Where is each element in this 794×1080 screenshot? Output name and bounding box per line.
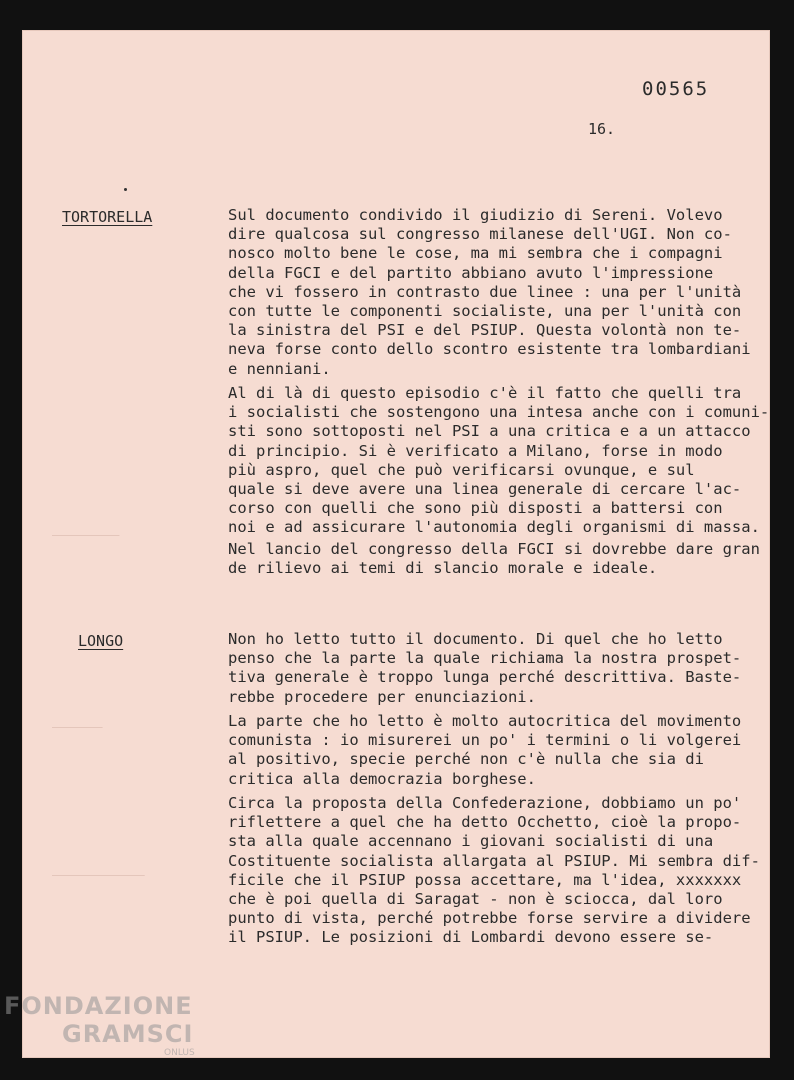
bleed-through-mark	[52, 522, 119, 538]
watermark-line: ONLUS	[164, 1048, 195, 1058]
document-number: 00565	[642, 78, 710, 100]
watermark-line: FONDAZIONE	[4, 992, 193, 1020]
paragraph: La parte che ho letto è molto autocritica del movimento comunista : io misurerei un po' i termini o li volgerei al positivo, specie perché non c'è nulla che sia di critica alla democrazia borghese.	[228, 712, 742, 788]
paragraph: Non ho letto tutto il documento. Di quel che ho letto penso che la parte la quale richiama la nostra prospet- tiva generale è troppo lunga perché descrittiva. Baste- rebbe procedere per enunciazioni.	[228, 630, 742, 706]
archive-watermark-logo	[4, 992, 195, 1058]
speaker-name: TORTORELLA	[62, 208, 153, 226]
paragraph: Nel lancio del congresso della FGCI si dovrebbe dare gran de rilievo ai temi di slancio morale e ideale.	[228, 540, 760, 578]
stray-mark	[124, 188, 127, 191]
bleed-through-mark	[52, 714, 103, 730]
paragraph: Sul documento condivido il giudizio di Sereni. Volevo dire qualcosa sul congresso milanese dell'UGI. Non co- nosco molto bene le cose, ma mi sembra che i compagni della FGCI e del partito abbiano avuto l'impressione che vi fossero in contrasto due linee : una per l'unità con tutte le componenti socialiste, una per l'unità con la sinistra del PSI e del PSIUP. Questa volontà non te- neva forse conto dello scontro esistente tra lombardiani e nenniani.	[228, 206, 751, 378]
paragraph: Circa la proposta della Confederazione, dobbiamo un po' riflettere a quel che ha detto Occhetto, cioè la propo- sta alla quale accennano i giovani socialisti di una Costituente socialista allargata al PSIUP. Mi sembra dif- ficile che il PSIUP possa accettare, ma l'idea, xxxxxxx che è poi quella di Saragat - non è sciocca, dal loro punto di vista, perché potrebbe forse servire a dividere il PSIUP. Le posizioni di Lombardi devono essere se-	[228, 794, 760, 947]
bleed-through-mark	[52, 862, 145, 878]
document-page	[22, 30, 770, 1058]
watermark-line: GRAMSCI	[62, 1020, 194, 1048]
speaker-name: LONGO	[78, 632, 124, 650]
paragraph: Al di là di questo episodio c'è il fatto che quelli tra i socialisti che sostengono una intesa anche con i comuni- sti sono sottoposti nel PSI a una critica e a un attacco di principio. Si è verificato a Milano, forse in modo più aspro, quel che può verificarsi ovunque, e sul quale si deve avere una linea generale di cercare l'ac- corso con quelli che sono più disposti a battersi con noi e ad assicurare l'autonomia degli organismi di massa.	[228, 384, 770, 537]
page-number: 16.	[588, 120, 616, 138]
